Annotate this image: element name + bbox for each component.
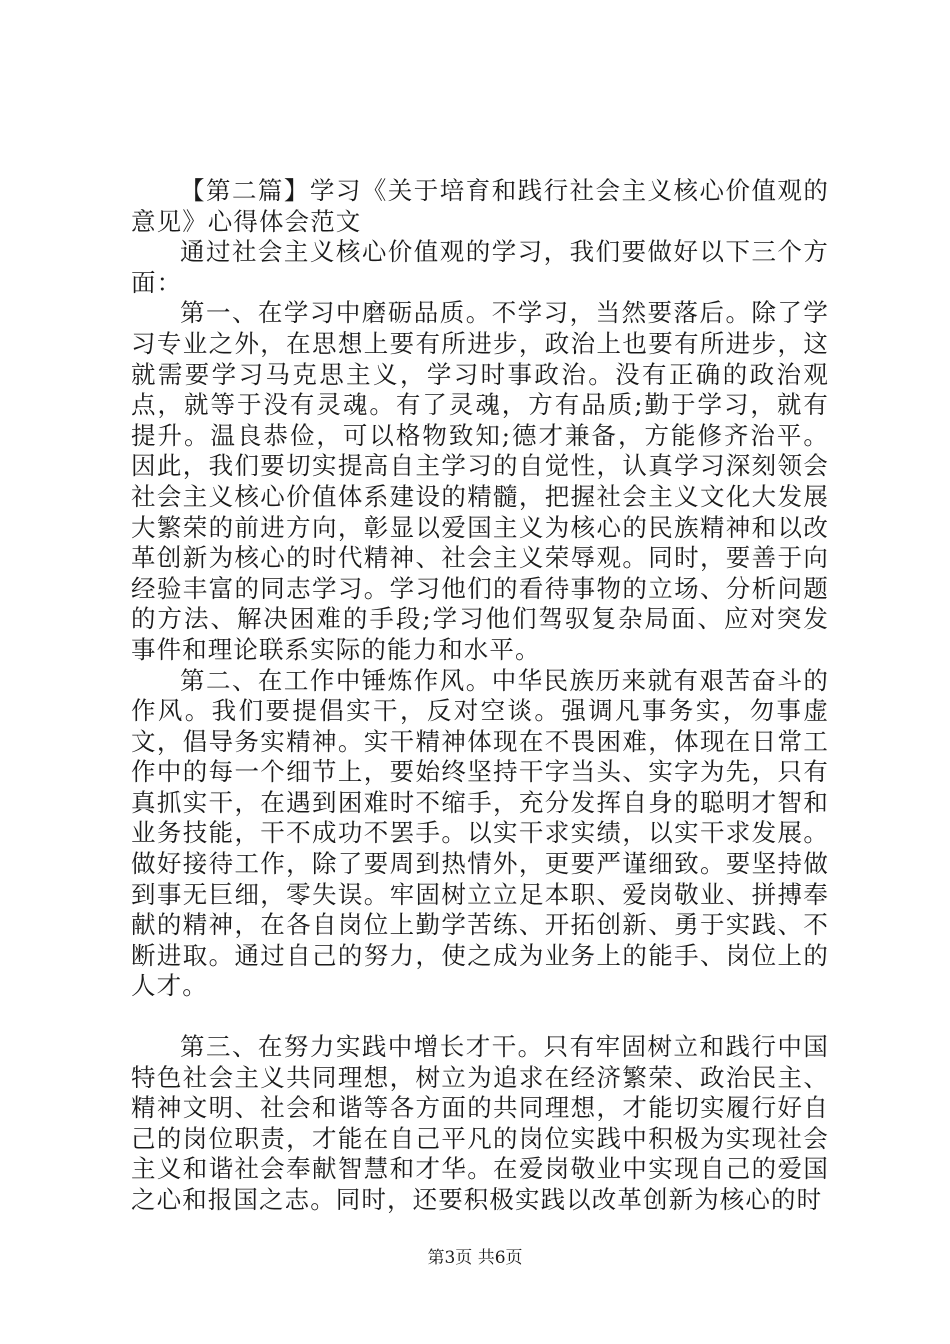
page-number-footer: 第3页 共6页 [427,1248,523,1268]
document-body [131,176,829,1216]
paragraph-spacer [131,1002,829,1032]
document-title: 【第二篇】学习《关于培育和践行社会主义核心价值观的意见》心得体会范文 [131,176,829,236]
paragraph-third: 第三、在努力实践中增长才干。只有牢固树立和践行中国特色社会主义共同理想，树立为追求在经济繁荣、政治民主、精神文明、社会和谐等各方面的共同理想，才能切实履行好自己的岗位职责，才能在自己平凡的岗位实践中积极为实现社会主义和谐社会奉献智慧和才华。在爱岗敬业中实现自己的爱国之心和报国之志。同时，还要积极实践以改革创新为核心的时 [131,1032,829,1214]
paragraph-intro: 通过社会主义核心价值观的学习，我们要做好以下三个方面： [131,237,829,297]
paragraph-second: 第二、在工作中锤炼作风。中华民族历来就有艰苦奋斗的作风。我们要提倡实干，反对空谈。强调凡事务实，勿事虚文，倡导务实精神。实干精神体现在不畏困难，体现在日常工作中的每一个细节上，要始终坚持干字当头、实字为先，只有真抓实干，在遇到困难时不缩手，充分发挥自身的聪明才智和业务技能，干不成功不罢手。以实干求实绩，以实干求发展。做好接待工作，除了要周到热情外，更要严谨细致。要坚持做到事无巨细，零失误。牢固树立立足本职、爱岗敬业、拼搏奉献的精神，在各自岗位上勤学苦练、开拓创新、勇于实践、不断进取。通过自己的努力，使之成为业务上的能手、岗位上的人才。 [131,665,829,1001]
paragraph-first: 第一、在学习中磨砺品质。不学习，当然要落后。除了学习专业之外，在思想上要有所进步，政治上也要有所进步，这就需要学习马克思主义，学习时事政治。没有正确的政治观点，就等于没有灵魂。有了灵魂，方有品质;勤于学习，就有提升。温良恭俭，可以格物致知;德才兼备，方能修齐治平。因此，我们要切实提高自主学习的自觉性，认真学习深刻领会社会主义核心价值体系建设的精髓，把握社会主义文化大发展大繁荣的前进方向，彰显以爱国主义为核心的民族精神和以改革创新为核心的时代精神、社会主义荣辱观。同时，要善于向经验丰富的同志学习。学习他们的看待事物的立场、分析问题的方法、解决困难的手段;学习他们驾驭复杂局面、应对突发事件和理论联系实际的能力和水平。 [131,298,829,664]
